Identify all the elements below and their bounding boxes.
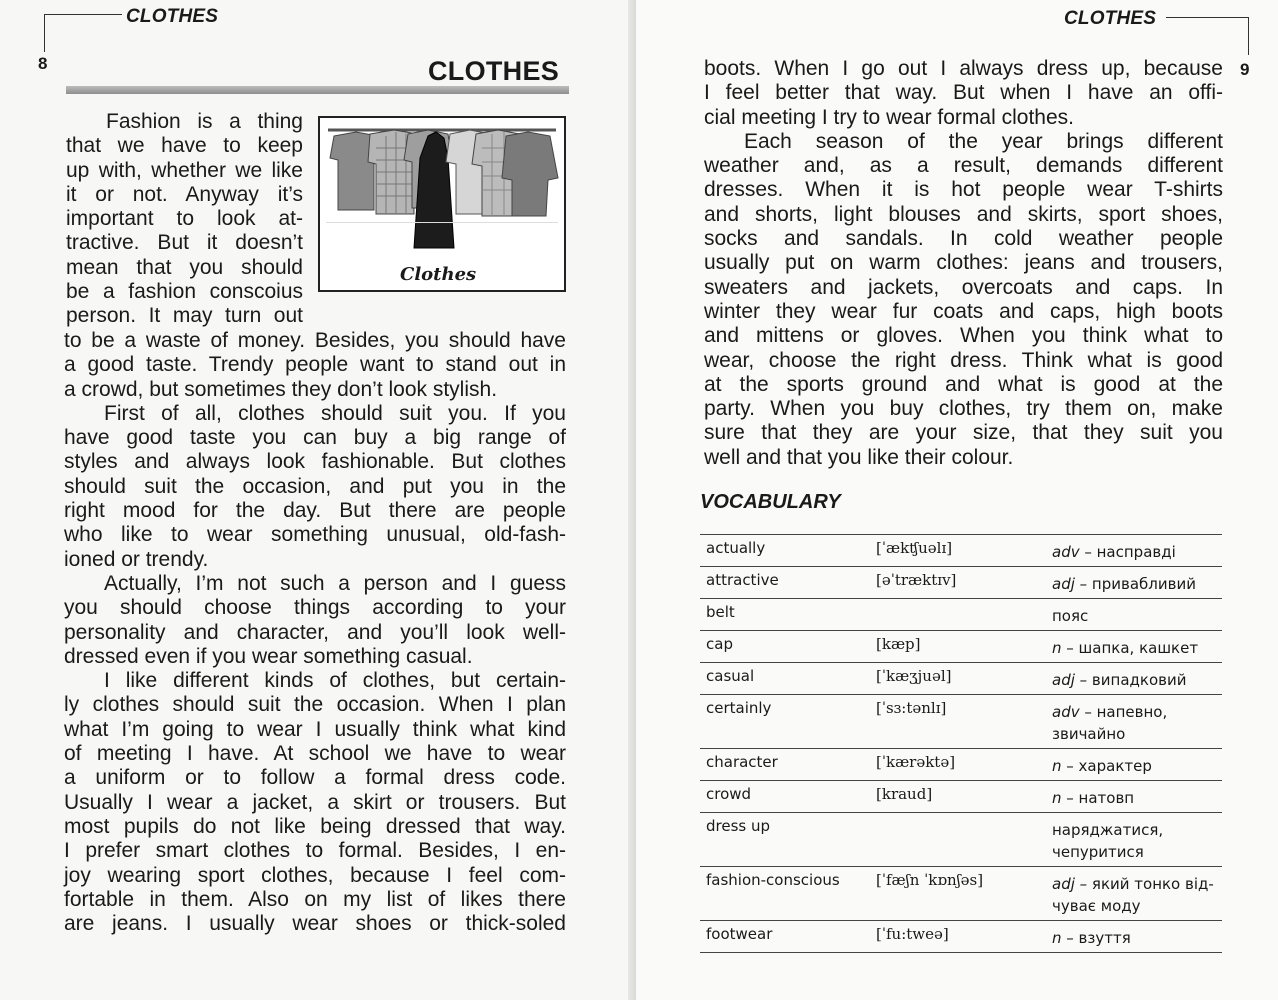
vocab-part-of-speech: n bbox=[1052, 929, 1062, 947]
vocab-word: casual bbox=[700, 663, 870, 695]
vocab-translation-cont: чуває моду bbox=[1052, 897, 1141, 915]
vocab-meaning bbox=[1046, 663, 1222, 695]
text-line: should suit the occasion, and put you in the bbox=[64, 474, 566, 498]
text-line: and mittens or gloves. When you think what to bbox=[704, 324, 1223, 348]
vocabulary-row bbox=[700, 781, 1222, 813]
text-line: ly clothes should suit the occasion. When I plan bbox=[64, 693, 566, 717]
vocab-word: cap bbox=[700, 631, 870, 663]
text-line: have good taste you can buy a big range of bbox=[64, 426, 566, 450]
text-line: it or not. Anyway it’s bbox=[66, 182, 303, 206]
vocab-translation-cont: чепуритися bbox=[1052, 843, 1144, 861]
figure-caption: Clothes bbox=[400, 264, 477, 285]
vocabulary-row bbox=[700, 631, 1222, 663]
vocab-translation: – насправді bbox=[1079, 543, 1176, 561]
text-line: who like to wear something unusual, old-fash- bbox=[64, 523, 566, 547]
vocab-transcription: [ˈkæʒjuəl] bbox=[870, 663, 1046, 695]
header-rule bbox=[1166, 17, 1248, 18]
vocab-translation: – випадковий bbox=[1074, 671, 1187, 689]
vocab-transcription bbox=[870, 813, 1046, 867]
text-line: fortable in them. Also on my list of likes there bbox=[64, 887, 566, 911]
text-line: to be a waste of money. Besides, you should have bbox=[64, 329, 566, 352]
vocab-word: dress up bbox=[700, 813, 870, 867]
vocabulary-row bbox=[700, 599, 1222, 631]
vocab-meaning bbox=[1046, 567, 1222, 599]
vocab-word: character bbox=[700, 749, 870, 781]
page-number: 9 bbox=[1240, 60, 1250, 79]
vocab-meaning bbox=[1046, 867, 1222, 921]
vocab-translation: – характер bbox=[1061, 757, 1152, 775]
vocab-part-of-speech: adj bbox=[1052, 875, 1075, 893]
text-line: ioned or trendy. bbox=[64, 547, 209, 571]
vocab-part-of-speech: adj bbox=[1052, 671, 1075, 689]
vocab-part-of-speech: adv bbox=[1052, 703, 1080, 721]
main-paragraphs bbox=[64, 329, 566, 936]
clothes-illustration bbox=[318, 116, 566, 292]
vocab-transcription: [ˈfæʃn ˈkɒnʃəs] bbox=[870, 867, 1046, 921]
vocabulary-row bbox=[700, 749, 1222, 781]
text-line: socks and sandals. In cold weather people bbox=[704, 227, 1223, 251]
wrapped-paragraph bbox=[66, 110, 303, 329]
vocab-meaning bbox=[1046, 781, 1222, 813]
vocabulary-row bbox=[700, 567, 1222, 599]
vocab-part-of-speech: n bbox=[1052, 639, 1062, 657]
vocab-meaning bbox=[1046, 599, 1222, 631]
title-rule bbox=[66, 86, 569, 94]
left-page bbox=[0, 0, 636, 1000]
vocab-translation: – напевно, bbox=[1079, 703, 1168, 721]
running-head: CLOTHES bbox=[1064, 8, 1157, 29]
text-line: Actually, I’m not such a person and I guess bbox=[104, 571, 566, 595]
vocab-meaning bbox=[1046, 695, 1222, 749]
vocab-part-of-speech: adv bbox=[1052, 543, 1080, 561]
vocab-word: certainly bbox=[700, 695, 870, 749]
vocab-meaning bbox=[1046, 535, 1222, 567]
text-line: winter they wear fur coats and caps, high boots bbox=[704, 299, 1223, 323]
vocab-translation: – натовп bbox=[1061, 789, 1135, 807]
vocab-translation: – шапка, кашкет bbox=[1061, 639, 1199, 657]
vocab-meaning bbox=[1046, 921, 1222, 953]
vocab-translation-cont: звичайно bbox=[1052, 725, 1126, 743]
vocab-part-of-speech: n bbox=[1052, 757, 1062, 775]
running-head: CLOTHES bbox=[126, 6, 219, 27]
text-line: I like different kinds of clothes, but certain- bbox=[104, 669, 566, 693]
text-line: a crowd, but sometimes they don’t look stylish. bbox=[64, 377, 498, 401]
text-line: right mood for the day. But there are people bbox=[64, 499, 566, 523]
text-line: sweaters and jackets, overcoats and caps. In bbox=[704, 275, 1223, 299]
text-line: Each season of the year brings different bbox=[744, 129, 1223, 153]
vocabulary-row bbox=[700, 535, 1222, 567]
text-line: what I’m going to wear I usually think what kind bbox=[64, 717, 566, 741]
vocabulary-row bbox=[700, 867, 1222, 921]
text-line: wear, choose the right dress. Think what is good bbox=[704, 348, 1223, 372]
text-line: important to look at- bbox=[66, 207, 303, 231]
vocab-transcription: [kæp] bbox=[870, 631, 1046, 663]
vocab-part-of-speech: n bbox=[1052, 789, 1062, 807]
text-line: of meeting I have. At school we have to wear bbox=[64, 742, 566, 766]
vocabulary-row bbox=[700, 921, 1222, 953]
header-corner-rule bbox=[1248, 17, 1249, 55]
text-line: you should choose things according to your bbox=[64, 596, 566, 620]
vocab-word: actually bbox=[700, 535, 870, 567]
vocab-meaning bbox=[1046, 813, 1222, 867]
vocab-transcription: [əˈtræktɪv] bbox=[870, 567, 1046, 599]
text-line: styles and always look fashionable. But clothes bbox=[64, 450, 566, 474]
vocab-translation: наряджатися, bbox=[1052, 821, 1164, 839]
vocab-transcription: [ˈækʧuəlɪ] bbox=[870, 535, 1046, 567]
text-line: well and that you like their colour. bbox=[704, 445, 1014, 469]
text-line: at the sports ground and what is good at the bbox=[704, 372, 1223, 396]
vocab-transcription: [ˈfu:tweə] bbox=[870, 921, 1046, 953]
vocab-transcription: [ˈkærəktə] bbox=[870, 749, 1046, 781]
text-line: a uniform or to follow a formal dress code. bbox=[64, 766, 566, 790]
vocab-transcription bbox=[870, 599, 1046, 631]
text-line: most pupils do not like being dressed that way. bbox=[64, 814, 566, 838]
vocab-word: attractive bbox=[700, 567, 870, 599]
vocab-meaning bbox=[1046, 631, 1222, 663]
vocab-translation: – взуття bbox=[1061, 929, 1131, 947]
page-number: 8 bbox=[38, 54, 48, 73]
text-line: dresses. When it is hot people wear T-shirts bbox=[704, 178, 1223, 202]
text-line: person. It may turn out bbox=[66, 304, 303, 328]
header-rule bbox=[44, 14, 122, 15]
text-line: boots. When I go out I always dress up, because bbox=[704, 57, 1223, 80]
vocab-transcription: [ˈsɜ:tənlɪ] bbox=[870, 695, 1046, 749]
vocab-translation: – привабливий bbox=[1074, 575, 1196, 593]
vocab-word: fashion-conscious bbox=[700, 867, 870, 921]
text-line: usually put on warm clothes: jeans and trousers, bbox=[704, 251, 1223, 275]
page-title: CLOTHES bbox=[428, 56, 560, 86]
text-line: up with, whether we like bbox=[66, 158, 303, 182]
text-line: weather and, as a result, demands different bbox=[704, 154, 1223, 178]
vocab-transcription: [kraud] bbox=[870, 781, 1046, 813]
vocabulary-row bbox=[700, 663, 1222, 695]
text-line: and shorts, light blouses and skirts, sport shoes, bbox=[704, 202, 1223, 226]
vocab-meaning bbox=[1046, 749, 1222, 781]
text-line: I feel better that way. But when I have an offi- bbox=[704, 81, 1223, 105]
text-line: tractive. But it doesn’t bbox=[66, 231, 303, 255]
text-line: First of all, clothes should suit you. If you bbox=[104, 401, 566, 425]
text-line: personality and character, and you’ll look well- bbox=[64, 620, 566, 644]
text-line: mean that you should bbox=[66, 255, 303, 279]
text-line: are jeans. I usually wear shoes or thick-soled bbox=[64, 912, 566, 936]
vocab-translation: пояс bbox=[1052, 607, 1089, 625]
text-line: Usually I wear a jacket, a skirt or trousers. But bbox=[64, 790, 566, 814]
vocabulary-table bbox=[700, 534, 1222, 953]
text-line: party. When you buy clothes, try them on, make bbox=[704, 397, 1223, 421]
text-line: be a fashion conscoius bbox=[66, 280, 303, 304]
vocab-word: belt bbox=[700, 599, 870, 631]
vocab-word: crowd bbox=[700, 781, 870, 813]
text-line: I prefer smart clothes to formal. Besides, I en- bbox=[64, 839, 566, 863]
text-line: joy wearing sport clothes, because I feel com- bbox=[64, 863, 566, 887]
vocab-translation: – який тонко від- bbox=[1074, 875, 1214, 893]
text-line: a good taste. Trendy people want to stand out in bbox=[64, 353, 566, 377]
vocab-part-of-speech: adj bbox=[1052, 575, 1075, 593]
vocabulary-heading: VOCABULARY bbox=[700, 491, 841, 513]
text-line: that we have to keep bbox=[66, 134, 303, 158]
vocab-word: footwear bbox=[700, 921, 870, 953]
right-paragraphs bbox=[704, 57, 1223, 470]
vocabulary-row bbox=[700, 695, 1222, 749]
text-line: cial meeting I try to wear formal clothes. bbox=[704, 105, 1074, 129]
vocabulary-row bbox=[700, 813, 1222, 867]
text-line: dressed even if you wear something casual. bbox=[64, 644, 473, 668]
header-corner-rule bbox=[44, 14, 45, 52]
text-line: sure that they are your size, that they suit you bbox=[704, 421, 1223, 445]
text-line: Fashion is a thing bbox=[106, 110, 303, 133]
